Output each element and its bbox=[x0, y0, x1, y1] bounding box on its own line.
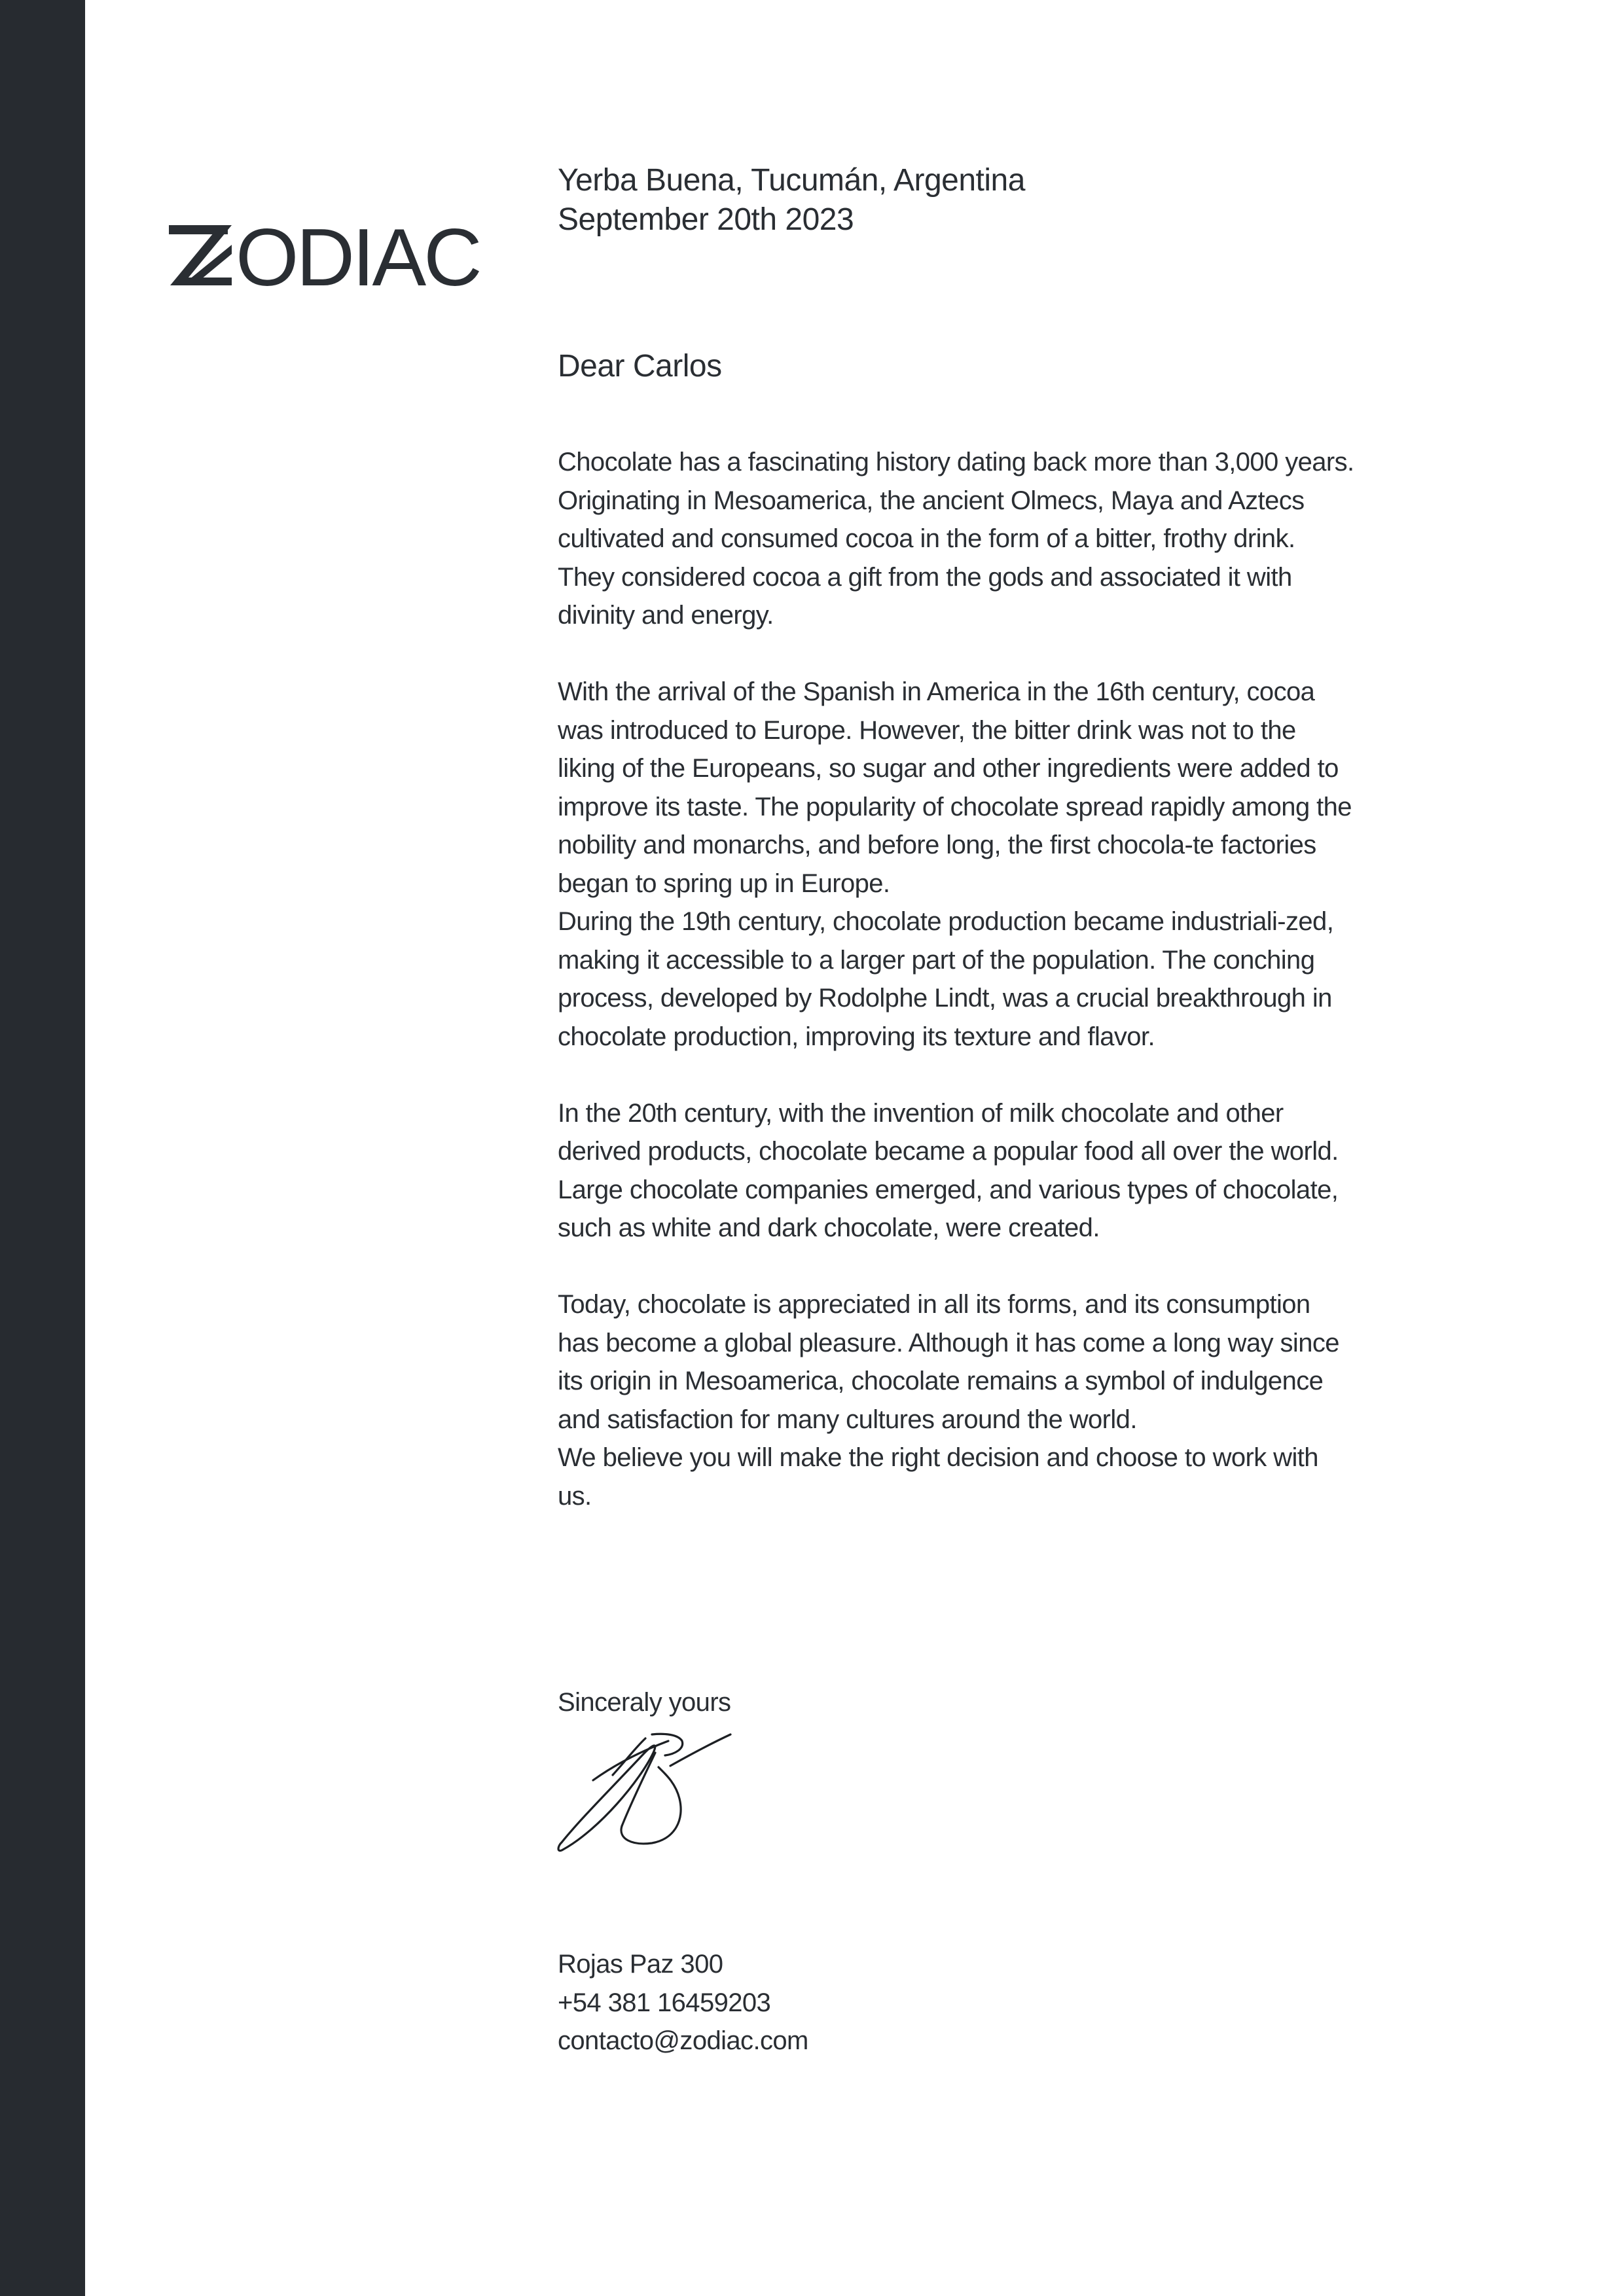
signoff: Sinceraly yours bbox=[558, 1688, 731, 1717]
paragraph-2: With the arrival of the Spanish in America in the 16th century, cocoa was introduced to Europe. However, the bitter drink was not to the liking of the Europeans, so sugar and other ingredients were added to improve its taste. The popularity of chocolate spread rapidly among the nobility and monarchs, and before long, the first chocola-te factories began to spring up in Europe. bbox=[558, 677, 1352, 898]
paragraph-1: Chocolate has a fascinating history dating back more than 3,000 years. Originating in Mesoamerica, the ancient Olmecs, Maya and Aztecs cultivated and consumed cocoa in the form of a bitter, frothy drink. They considered cocoa a gift from the gods and associated it with divinity and energy. bbox=[558, 448, 1354, 630]
contact-phone[interactable]: +54 381 16459203 bbox=[558, 1988, 771, 2017]
logo-wordmark: ODIAC bbox=[236, 220, 480, 292]
paragraph-spacer bbox=[558, 1056, 1356, 1094]
left-sidebar-band bbox=[0, 0, 85, 2296]
contact-block bbox=[558, 1945, 808, 2060]
letter-header bbox=[558, 161, 1025, 240]
paragraph-3: During the 19th century, chocolate production became industriali-zed, making it accessible to a larger part of the population. The conching process, developed by Rodolphe Lindt, was a crucial breakthrough in chocolate production, improving its texture and flavor. bbox=[558, 907, 1334, 1051]
location-line: Yerba Buena, Tucumán, Argentina bbox=[558, 163, 1025, 198]
date-line: September 20th 2023 bbox=[558, 202, 854, 237]
contact-address: Rojas Paz 300 bbox=[558, 1950, 723, 1979]
paragraph-4: In the 20th century, with the invention of milk chocolate and other derived products, chocolate became a popular food all over the world. Large chocolate companies emerged, and various types of chocolate, such as white and dark chocolate, were created. bbox=[558, 1098, 1339, 1242]
paragraph-spacer bbox=[558, 1247, 1356, 1286]
paragraph-5: Today, chocolate is appreciated in all its forms, and its consumption has become a global pleasure. Although it has come a long way since its origin in Mesoamerica, chocolate remains a symbol of indulgence and satisfaction for many cultures around the world. bbox=[558, 1290, 1339, 1434]
contact-email[interactable]: contacto@zodiac.com bbox=[558, 2026, 808, 2055]
greeting: Dear Carlos bbox=[558, 349, 722, 384]
zodiac-logo bbox=[168, 220, 495, 292]
letter-body bbox=[558, 443, 1356, 1515]
signature-drawing bbox=[554, 1715, 750, 1854]
paragraph-6: We believe you will make the right decision and choose to work with us. bbox=[558, 1443, 1318, 1511]
paragraph-spacer bbox=[558, 635, 1356, 673]
